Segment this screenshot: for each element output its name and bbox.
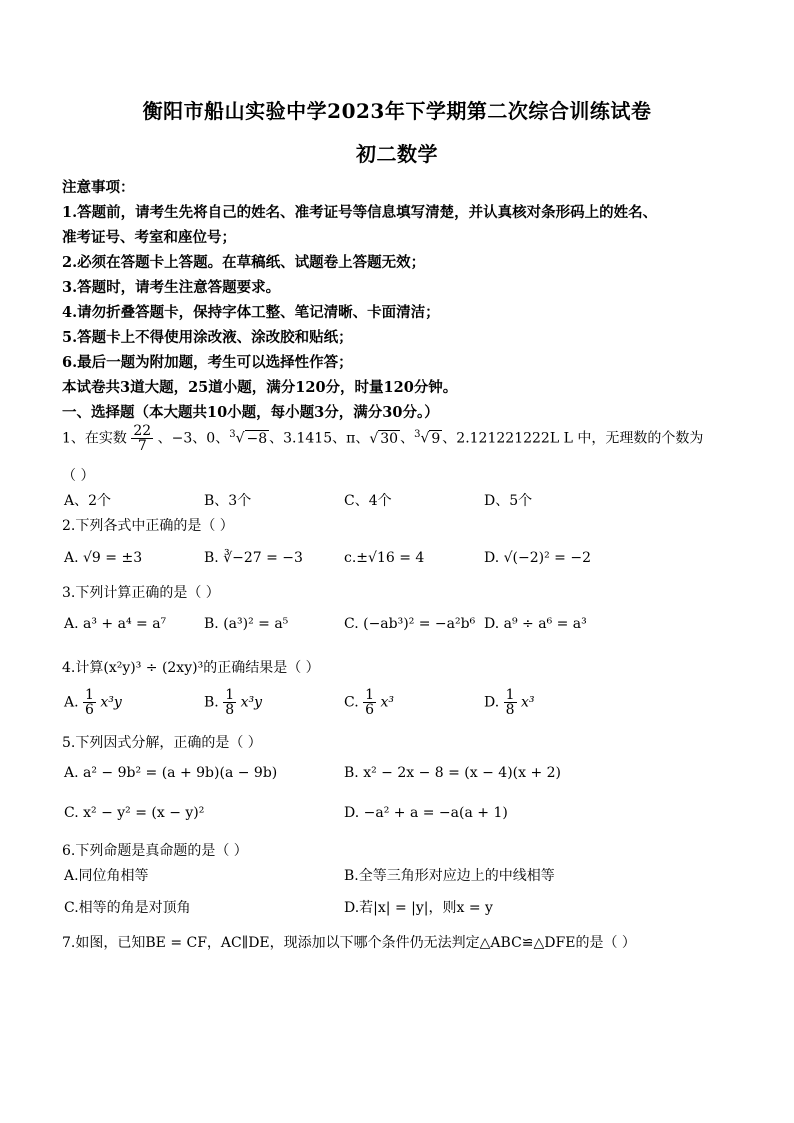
question-4-stem: 4.计算(x²y)³ ÷ (2xy)³的正确结果是（ ） bbox=[62, 660, 320, 676]
option-c: C. x² − y² = (x − y)² bbox=[64, 805, 205, 821]
q1-mid3: 、 bbox=[400, 430, 415, 447]
radicand: 9 bbox=[431, 430, 441, 447]
fraction-denominator: 8 bbox=[505, 702, 515, 718]
option-d bbox=[484, 688, 535, 717]
option-b: B. x² − 2x − 8 = (x − 4)(x + 2) bbox=[344, 765, 562, 781]
option-d: D.若|x| = |y|，则x = y bbox=[344, 900, 493, 916]
option-term: x³ bbox=[380, 694, 395, 711]
q1-mid: 、−3、0、 bbox=[157, 430, 230, 447]
notice-heading: 注意事项： bbox=[62, 179, 135, 196]
option-d: D、5个 bbox=[484, 493, 533, 509]
option-label: B. bbox=[204, 694, 219, 711]
section-heading: 一、选择题（本大题共10小题，每小题3分，满分30分。） bbox=[62, 404, 439, 421]
option-a: A.同位角相等 bbox=[64, 868, 149, 884]
exam-title: 衡阳市船山实验中学2023年下学期第二次综合训练试卷 bbox=[142, 99, 652, 123]
option-a bbox=[64, 688, 122, 717]
notice-item: 1.答题前，请考生先将自己的姓名、准考证号等信息填写清楚，并认真核对条形码上的姓名、 bbox=[62, 204, 658, 221]
notice-item: 6.最后一题为附加题，考生可以选择性作答； bbox=[62, 354, 353, 371]
fraction-numerator: 1 bbox=[365, 687, 375, 703]
option-d: D. √(−2)² = −2 bbox=[484, 550, 591, 566]
option-term: x³y bbox=[240, 694, 262, 711]
option-a: A、2个 bbox=[64, 493, 112, 509]
fraction-numerator: 1 bbox=[225, 687, 235, 703]
option-b: B. (a³)² = a⁵ bbox=[204, 616, 289, 632]
notice-item: 4.请勿折叠答题卡，保持字体工整、笔记清晰、卡面清洁； bbox=[62, 304, 440, 321]
option-c: C. (−ab³)² = −a²b⁶ bbox=[344, 616, 476, 632]
question-7-stem: 7.如图，已知BE = CF，AC∥DE，现添加以下哪个条件仍无法判定△ABC≌△DFE的是（ ） bbox=[62, 935, 636, 951]
question-1-stem bbox=[62, 424, 703, 453]
square-root: √ 30 bbox=[369, 430, 399, 447]
fraction-numerator: 1 bbox=[85, 687, 94, 703]
question-2-stem: 2.下列各式中正确的是（ ） bbox=[62, 518, 234, 534]
option-b: B、3个 bbox=[204, 493, 252, 509]
fraction bbox=[83, 688, 96, 717]
q1-mid2: 、3.1415、π、 bbox=[269, 430, 370, 447]
answer-bracket: （ ） bbox=[62, 468, 95, 484]
fraction bbox=[363, 688, 376, 717]
fraction bbox=[223, 688, 236, 717]
fraction-denominator: 8 bbox=[225, 702, 235, 718]
q1-suffix: 、2.121221222L L 中，无理数的个数为 bbox=[442, 430, 704, 447]
option-term: x³y bbox=[100, 694, 122, 711]
question-3-stem: 3.下列计算正确的是（ ） bbox=[62, 585, 220, 601]
fraction bbox=[504, 688, 517, 717]
radicand: 30 bbox=[380, 430, 399, 447]
notice-item: 2.必须在答题卡上答题。在草稿纸、试题卷上答题无效； bbox=[62, 254, 426, 271]
notice-item: 准考证号、考室和座位号； bbox=[62, 229, 236, 246]
cube-root: $^3$√ 9 bbox=[414, 428, 441, 447]
option-b: B. ∛−27 = −3 bbox=[204, 550, 303, 566]
option-d: D. −a² + a = −a(a + 1) bbox=[344, 805, 508, 821]
option-c bbox=[344, 688, 394, 717]
option-c: c.±√16 = 4 bbox=[344, 550, 425, 566]
question-5-stem: 5.下列因式分解，正确的是（ ） bbox=[62, 735, 262, 751]
fraction-numerator: 1 bbox=[505, 687, 515, 703]
option-term: x³ bbox=[521, 694, 535, 711]
radicand: −8 bbox=[246, 430, 268, 447]
notice-item: 3.答题时，请考生注意答题要求。 bbox=[62, 279, 281, 296]
option-label: A. bbox=[64, 694, 79, 711]
q1-prefix: 1、在实数 bbox=[62, 430, 127, 447]
option-c: C.相等的角是对顶角 bbox=[64, 900, 191, 916]
option-a: A. a² − 9b² = (a + 9b)(a − 9b) bbox=[64, 765, 278, 781]
option-c: C、4个 bbox=[344, 493, 392, 509]
fraction-denominator: 6 bbox=[365, 702, 375, 718]
notice-item: 5.答题卡上不得使用涂改液、涂改胶和贴纸； bbox=[62, 329, 353, 346]
option-label: C. bbox=[344, 694, 359, 711]
notice-item: 本试卷共3道大题，25道小题，满分120分，时量120分钟。 bbox=[62, 379, 458, 396]
option-a: A. √9 = ±3 bbox=[64, 550, 143, 566]
option-b: B.全等三角形对应边上的中线相等 bbox=[344, 868, 555, 884]
cube-root: $^3$√ −8 bbox=[229, 428, 268, 447]
question-6-stem: 6.下列命题是真命题的是（ ） bbox=[62, 843, 248, 859]
option-d: D. a⁹ ÷ a⁶ = a³ bbox=[484, 616, 587, 632]
option-b bbox=[204, 688, 262, 717]
option-a: A. a³ + a⁴ = a⁷ bbox=[64, 616, 167, 632]
fraction-denominator: 6 bbox=[85, 702, 94, 718]
exam-subtitle: 初二数学 bbox=[356, 142, 438, 166]
fraction-denominator: 7 bbox=[137, 438, 147, 454]
fraction bbox=[131, 424, 153, 453]
fraction-numerator: 22 bbox=[133, 423, 152, 439]
option-label: D. bbox=[484, 694, 500, 711]
